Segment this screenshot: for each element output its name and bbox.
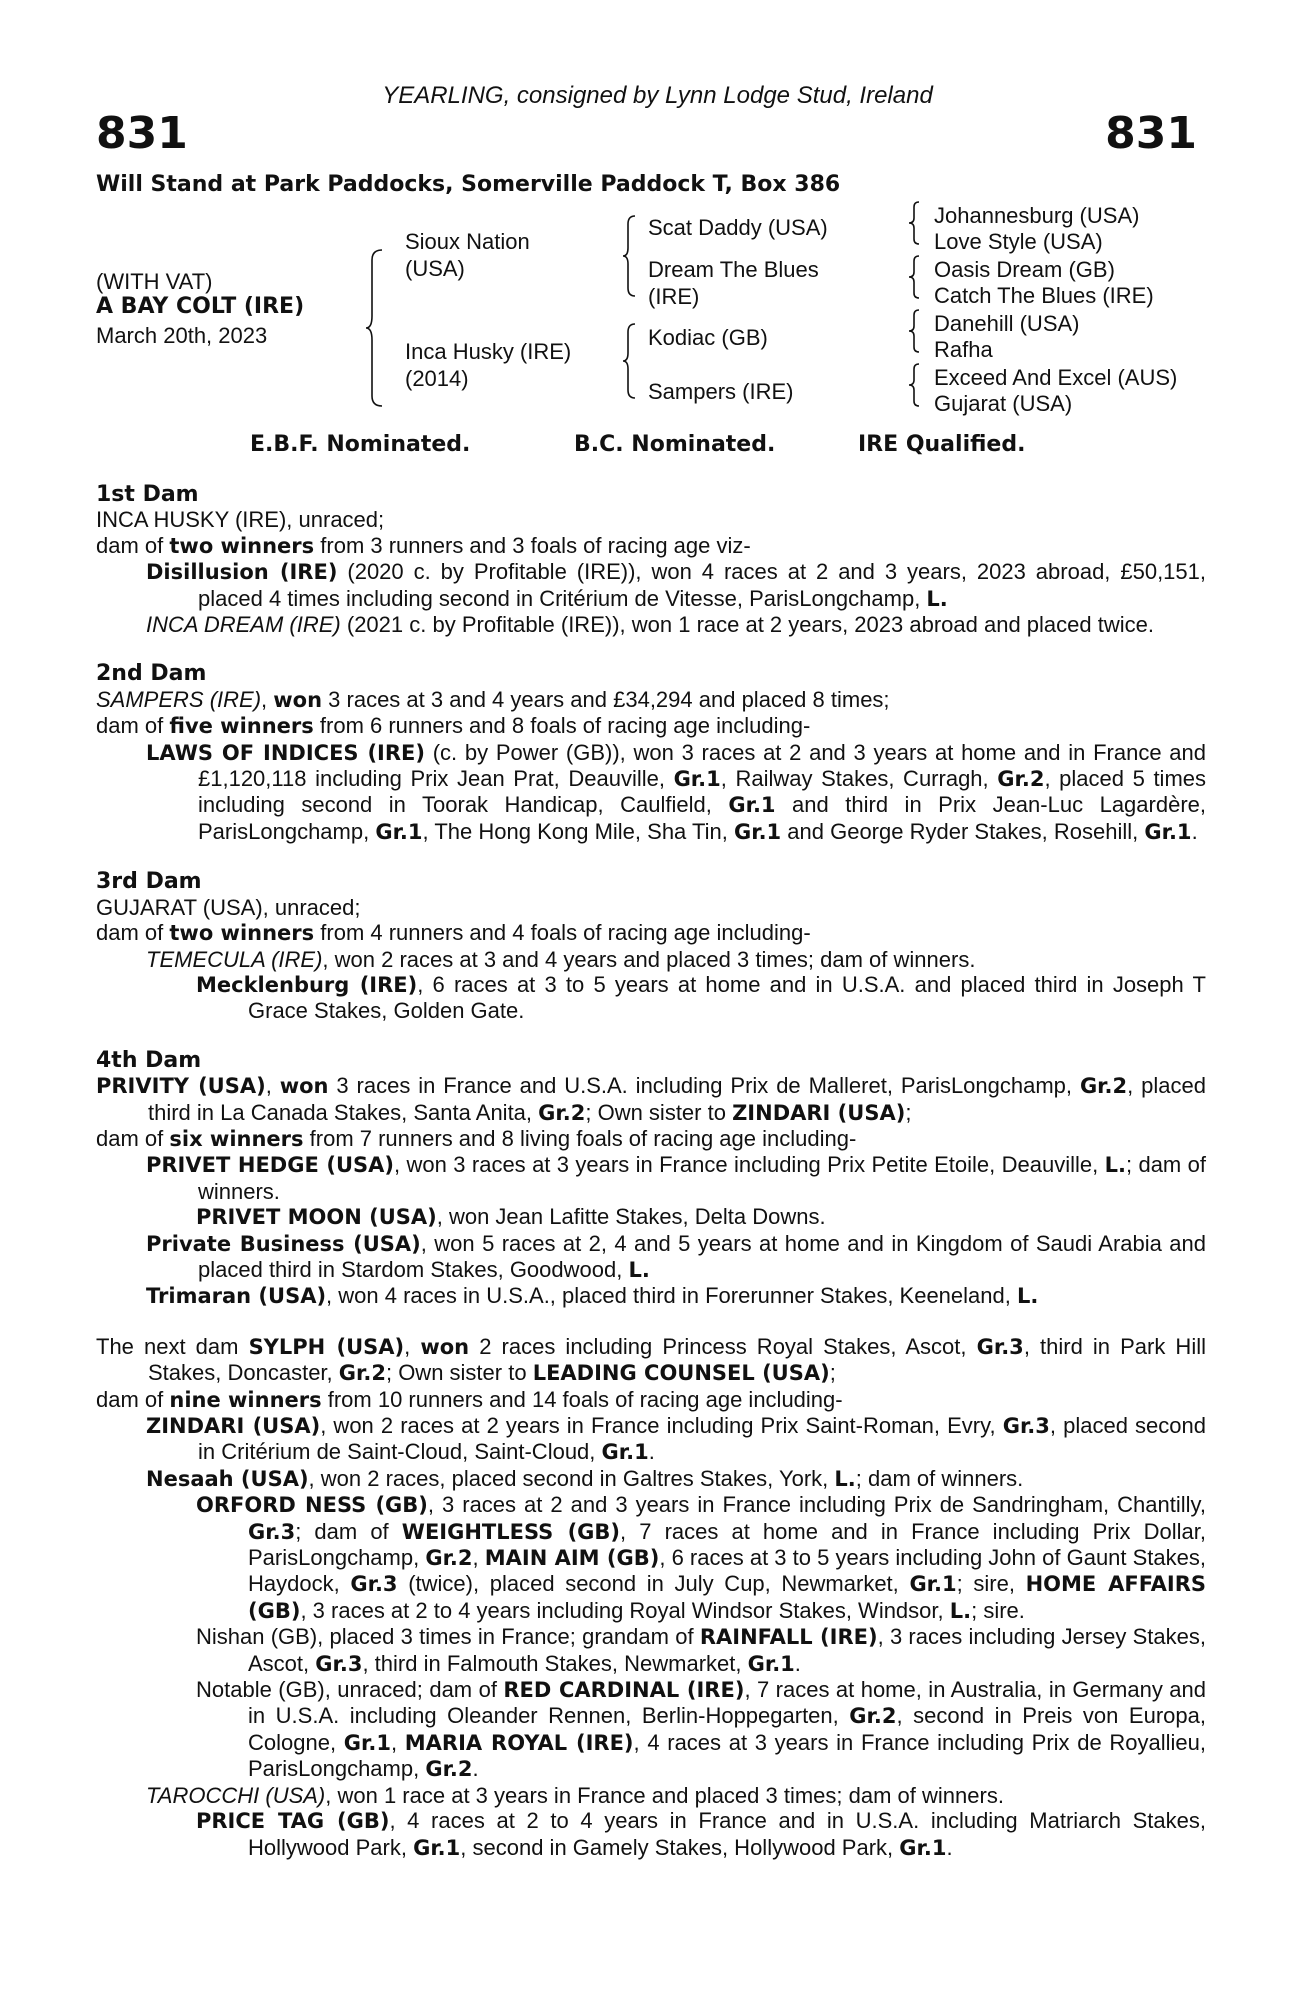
text-run: from 3 runners and 3 foals of racing age viz-	[314, 532, 751, 558]
text-run: from 6 runners and 8 foals of racing age including-	[313, 713, 811, 739]
bold-text: MARIA ROYAL (IRE)	[404, 1730, 634, 1755]
text-run: from 10 runners and 14 foals of racing age including-	[321, 1386, 843, 1412]
text-run: , 6 races at 3 to 5 years including John of Gaunt Stakes, Haydock,	[248, 1545, 1207, 1597]
bold-text: Gr.2	[338, 1361, 386, 1386]
text-run: , 7 races at home, in Australia, in Germany and in U.S.A. including Oleander Rennen, Berlin-Hoppegarten,	[248, 1677, 1207, 1729]
text-run: , 6 races at 3 to 5 years at home and in U.S.A. and placed third in Joseph T Grace Stakes, Golden Gate.	[248, 971, 1206, 1024]
text-run: ,	[404, 1333, 421, 1359]
pedigree-entry	[96, 1334, 1206, 1387]
bold-text: L.	[1016, 1284, 1039, 1309]
italic-text: SAMPERS (IRE)	[96, 686, 262, 712]
stand-location: Will Stand at Park Paddocks, Somerville Paddock T, Box 386	[96, 172, 841, 197]
pedigree-sire	[405, 228, 530, 282]
pedigree-entry	[96, 1492, 1206, 1624]
pedigree-brace-g3-3	[906, 308, 922, 354]
bold-text: PRIVET MOON (USA)	[196, 1205, 437, 1230]
nomination-ire: IRE Qualified.	[858, 432, 1026, 457]
bold-text: Gr.3	[248, 1519, 296, 1544]
bold-text: ZINDARI (USA)	[146, 1414, 321, 1438]
text-run: , won 2 races at 2 years in France including Prix Saint-Roman, Evry,	[320, 1413, 1003, 1438]
text-run: Notable (GB), unraced; dam of	[196, 1677, 504, 1703]
bold-text: Gr.1	[899, 1835, 947, 1860]
bold-text: L.	[926, 586, 948, 611]
pedigree-brace-g3-1	[906, 200, 922, 246]
text-run: , 3 races at 2 and 3 years in France including Prix de Sandringham, Chantilly,	[427, 1492, 1206, 1518]
bold-text: Gr.1	[1144, 819, 1192, 844]
pedigree-entry	[96, 1466, 1206, 1492]
vat-label: (WITH VAT)	[96, 269, 213, 294]
bold-text: ZINDARI (USA)	[732, 1100, 906, 1125]
text-run: and third in Prix Jean-Luc Lagardère, ParisLongchamp,	[198, 792, 1206, 844]
text-run: 3 races at 3 and 4 years and £34,294 and placed 8 times;	[322, 686, 890, 712]
text-run: ,	[265, 1073, 280, 1099]
italic-text: INCA DREAM (IRE)	[146, 612, 341, 638]
pedigree-sire-sire: Scat Daddy (USA)	[648, 215, 828, 240]
bold-text: Disillusion (IRE)	[146, 560, 338, 585]
text-run: ,	[261, 686, 274, 712]
bold-text: five winners	[169, 714, 314, 739]
text-run: , Railway Stakes, Curragh,	[720, 766, 998, 792]
pedigree-dam-dam: Sampers (IRE)	[648, 379, 794, 404]
pedigree-brace-g3-4	[906, 362, 922, 408]
section-heading: 2nd Dam	[96, 661, 207, 687]
pedigree-entry	[96, 559, 1206, 612]
italic-text: TAROCCHI (USA)	[146, 1782, 326, 1808]
text-run: , third in Park Hill Stakes, Doncaster,	[148, 1333, 1206, 1386]
pedigree-entry	[96, 1783, 1206, 1808]
bold-text: nine winners	[169, 1387, 322, 1412]
bold-text: won	[273, 687, 323, 712]
bold-text: WEIGHTLESS (GB)	[401, 1519, 621, 1544]
text-run: .	[946, 1834, 953, 1860]
text-run: , placed second in Critérium de Saint-Cloud, Saint-Cloud,	[198, 1413, 1206, 1465]
pedigree-g3-6: Rafha	[934, 337, 993, 362]
pedigree-entry	[96, 947, 1206, 972]
text-run: INCA HUSKY (IRE), unraced;	[96, 507, 385, 533]
bold-text: Gr.1	[728, 793, 776, 818]
text-run: ; sire,	[956, 1571, 1026, 1597]
bold-text: PRIVITY (USA)	[96, 1074, 266, 1099]
text-run: ; sire.	[971, 1597, 1025, 1623]
bold-text: Gr.1	[343, 1730, 391, 1755]
pedigree-g3-1: Johannesburg (USA)	[934, 203, 1140, 228]
bold-text: PRIVET HEDGE (USA)	[146, 1153, 395, 1178]
text-run: Nishan (GB), placed 3 times in France; grandam of	[196, 1624, 700, 1650]
text-run: ; Own sister to	[585, 1099, 733, 1125]
text-run: 2 races including Princess Royal Stakes, Ascot,	[469, 1333, 977, 1359]
section-heading: 1st Dam	[96, 482, 199, 507]
text-run: ; dam of	[295, 1518, 402, 1544]
pedigree-g3-5: Danehill (USA)	[934, 311, 1080, 336]
pedigree-brace-gen1	[364, 248, 386, 408]
pedigree-entry	[96, 713, 1206, 739]
bold-text: Trimaran (USA)	[146, 1284, 327, 1309]
pedigree-entry	[96, 920, 1206, 946]
pedigree-entry	[96, 895, 1206, 920]
text-run: (2021 c. by Profitable (IRE)), won 1 race at 2 years, 2023 abroad and placed twice.	[340, 612, 1154, 638]
bold-text: Gr.3	[315, 1651, 363, 1676]
pedigree-entry	[96, 1152, 1206, 1204]
pedigree-entry	[96, 1073, 1206, 1126]
pedigree-g3-7: Exceed And Excel (AUS)	[934, 365, 1178, 390]
dam-year: (2014)	[405, 366, 469, 391]
text-run: GUJARAT (USA), unraced;	[96, 894, 361, 920]
pedigree-brace-sire	[620, 214, 638, 298]
dam-name: Inca Husky (IRE)	[405, 339, 572, 364]
bold-text: L.	[834, 1466, 856, 1491]
sire-dam-country: (IRE)	[648, 284, 700, 309]
pedigree-entry	[96, 533, 1206, 559]
pedigree-entry	[96, 1808, 1206, 1861]
text-run: dam of	[96, 713, 170, 739]
bold-text: RAINFALL (IRE)	[699, 1625, 878, 1650]
pedigree-sire-dam	[648, 256, 819, 310]
text-run: .	[648, 1439, 655, 1465]
text-run: 3 races in France and U.S.A. including Prix de Malleret, ParisLongchamp,	[328, 1073, 1080, 1099]
bold-text: Gr.1	[601, 1440, 649, 1465]
text-run: dam of	[96, 920, 170, 946]
text-run: , 7 races at home and in France including Prix Dollar, ParisLongchamp,	[248, 1518, 1206, 1571]
pedigree-dam-sire: Kodiac (GB)	[648, 325, 768, 350]
bold-text: two winners	[169, 533, 315, 558]
pedigree-brace-g3-2	[906, 254, 922, 300]
text-run: , second in Preis von Europa, Cologne,	[248, 1703, 1206, 1755]
text-run: , 3 races at 2 to 4 years including Royal Windsor Stakes, Windsor,	[300, 1597, 950, 1623]
pedigree-entry	[96, 1231, 1206, 1284]
pedigree-g3-3: Oasis Dream (GB)	[934, 257, 1115, 282]
text-run: dam of	[96, 532, 170, 558]
bold-text: Gr.3	[976, 1334, 1024, 1359]
pedigree-brace-dam	[620, 322, 638, 400]
bold-text: HOME AFFAIRS (GB)	[248, 1572, 1207, 1623]
text-run: dam of	[96, 1386, 170, 1412]
pedigree-entry	[96, 1677, 1206, 1783]
nomination-bc: B.C. Nominated.	[574, 432, 776, 457]
text-run: from 7 runners and 8 living foals of racing age including-	[303, 1125, 857, 1151]
pedigree-dam	[405, 338, 571, 392]
pedigree-entry	[96, 1624, 1206, 1677]
pedigree-entry	[96, 687, 1206, 713]
text-run: (c. by Power (GB)), won 3 races at 2 and 3 years at home and in France and £1,120,118 including Prix Jean Prat, Deauville,	[198, 739, 1206, 792]
bold-text: won	[420, 1334, 470, 1359]
lot-number-right: 831	[1105, 108, 1197, 159]
bold-text: Gr.1	[673, 767, 721, 792]
pedigree-entry	[96, 1204, 1206, 1230]
text-run: , placed third in La Canada Stakes, Santa Anita,	[148, 1073, 1206, 1125]
pedigree-g3-2: Love Style (USA)	[934, 229, 1103, 254]
text-run: and George Ryder Stakes, Rosehill,	[781, 818, 1145, 844]
text-run: , won 2 races at 3 and 4 years and placed 3 times; dam of winners.	[322, 946, 976, 972]
bold-text: ORFORD NESS (GB)	[196, 1493, 428, 1518]
text-run: , third in Falmouth Stakes, Newmarket,	[362, 1650, 748, 1676]
pedigree-entry	[96, 1387, 1206, 1413]
pedigree-entry	[96, 972, 1206, 1024]
bold-text: Gr.2	[425, 1546, 473, 1571]
text-run: (twice), placed second in July Cup, Newmarket,	[397, 1571, 910, 1597]
horse-name: A BAY COLT (IRE)	[96, 294, 305, 319]
text-run: , won 2 races, placed second in Galtres Stakes, York,	[308, 1465, 835, 1491]
text-run: ,	[472, 1545, 485, 1571]
bold-text: SYLPH (USA)	[248, 1334, 405, 1359]
text-run: ; Own sister to	[385, 1360, 533, 1386]
bold-text: MAIN AIM (GB)	[484, 1546, 660, 1571]
bold-text: won	[279, 1074, 329, 1099]
bold-text: Gr.1	[413, 1835, 461, 1860]
pedigree-g3-4: Catch The Blues (IRE)	[934, 283, 1154, 308]
pedigree-entry	[96, 1283, 1206, 1309]
pedigree-g3-8: Gujarat (USA)	[934, 391, 1073, 416]
section-gap	[96, 1310, 1206, 1334]
italic-text: TEMECULA (IRE)	[146, 946, 323, 972]
text-run: , 4 races at 2 to 4 years in France and in U.S.A. including Matriarch Stakes, Hollywood Park,	[248, 1808, 1206, 1860]
consignment-subtitle: YEARLING, consigned by Lynn Lodge Stud, Ireland	[382, 82, 933, 109]
pedigree-entry	[96, 1126, 1206, 1152]
text-run: .	[1191, 818, 1198, 844]
bold-text: LEADING COUNSEL (USA)	[532, 1361, 830, 1386]
bold-text: LAWS OF INDICES (IRE)	[146, 740, 425, 765]
bold-text: Gr.1	[747, 1651, 795, 1676]
bold-text: Mecklenburg (IRE)	[196, 972, 418, 997]
text-run: ,	[390, 1729, 405, 1755]
text-run: .	[794, 1650, 801, 1676]
pedigree-entry	[96, 1413, 1206, 1466]
catalogue-body	[96, 482, 1206, 1861]
bold-text: Gr.2	[849, 1704, 897, 1729]
text-run: , won 3 races at 3 years in France including Prix Petite Etoile, Deauville,	[394, 1152, 1105, 1178]
bold-text: Nesaah (USA)	[146, 1466, 309, 1491]
text-run: dam of	[96, 1125, 170, 1151]
bold-text: L.	[628, 1257, 650, 1282]
bold-text: Gr.3	[1002, 1414, 1050, 1438]
text-run: , The Hong Kong Mile, Sha Tin,	[422, 818, 734, 844]
text-run: , won Jean Lafitte Stakes, Delta Downs.	[436, 1204, 826, 1230]
text-run: , won 4 races in U.S.A., placed third in Forerunner Stakes, Keeneland,	[326, 1283, 1017, 1309]
bold-text: Gr.2	[997, 767, 1045, 792]
nomination-ebf: E.B.F. Nominated.	[250, 432, 471, 457]
bold-text: L.	[1104, 1153, 1126, 1178]
text-run: , 4 races at 3 years in France including Prix de Royallieu, ParisLongchamp,	[248, 1729, 1206, 1782]
text-run: , 3 races including Jersey Stakes, Ascot,	[248, 1624, 1206, 1676]
bold-text: Gr.1	[733, 819, 782, 844]
section-heading: 4th Dam	[96, 1047, 202, 1073]
lot-number-left: 831	[96, 108, 188, 159]
bold-text: Gr.3	[350, 1572, 398, 1597]
sire-dam-name: Dream The Blues	[648, 257, 819, 282]
section-heading: 3rd Dam	[96, 869, 202, 895]
text-run: The next dam	[96, 1333, 249, 1359]
bold-text: RED CARDINAL (IRE)	[503, 1678, 745, 1703]
text-run: , placed 5 times including second in Toorak Handicap, Caulfield,	[198, 766, 1207, 818]
text-run: .	[472, 1756, 479, 1782]
text-run: , won 5 races at 2, 4 and 5 years at home and in Kingdom of Saudi Arabia and placed third in Stardom Stakes, Goodwood,	[198, 1230, 1207, 1282]
sire-country: (USA)	[405, 256, 465, 281]
text-run: ; dam of winners.	[855, 1465, 1024, 1491]
text-run: , second in Gamely Stakes, Hollywood Park,	[460, 1834, 900, 1860]
text-run: , won 1 race at 3 years in France and placed 3 times; dam of winners.	[325, 1782, 1004, 1808]
bold-text: L.	[949, 1598, 972, 1623]
text-run: (2020 c. by Profitable (IRE)), won 4 races at 2 and 3 years, 2023 abroad, £50,151, placed 4 times including second in Critérium de Vitesse, ParisLongchamp,	[198, 559, 1206, 611]
bold-text: Private Business (USA)	[146, 1231, 421, 1256]
pedigree-entry	[96, 740, 1206, 846]
text-run: ;	[905, 1099, 912, 1125]
bold-text: six winners	[169, 1126, 304, 1151]
bold-text: two winners	[169, 921, 315, 946]
bold-text: Gr.1	[909, 1572, 957, 1597]
bold-text: Gr.2	[538, 1100, 586, 1125]
foaled-date: March 20th, 2023	[96, 323, 268, 348]
bold-text: PRICE TAG (GB)	[196, 1809, 390, 1834]
text-run: ; dam of winners.	[198, 1152, 1206, 1204]
pedigree-entry	[96, 612, 1206, 637]
sire-name: Sioux Nation	[405, 229, 530, 254]
bold-text: Gr.1	[375, 819, 423, 844]
text-run: from 4 runners and 4 foals of racing age including-	[314, 920, 811, 946]
bold-text: Gr.2	[1079, 1074, 1128, 1099]
bold-text: Gr.2	[425, 1757, 473, 1782]
pedigree-entry	[96, 507, 1206, 532]
text-run: ;	[829, 1360, 836, 1386]
